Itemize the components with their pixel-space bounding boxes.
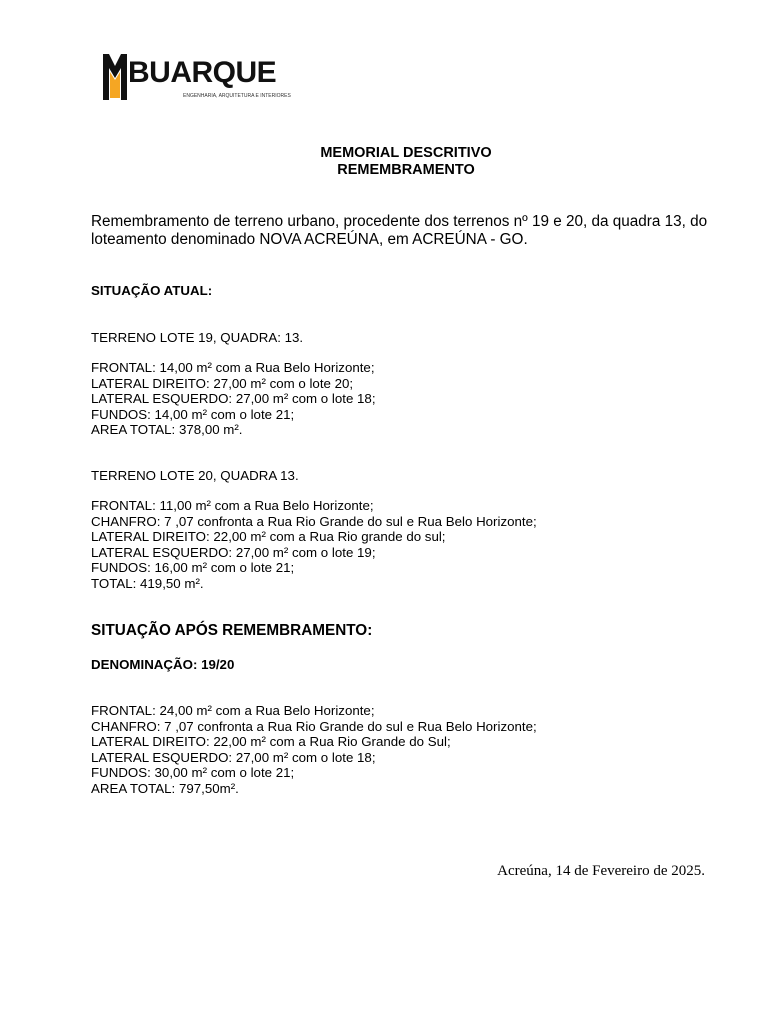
section-heading-situacao-apos: SITUAÇÃO APÓS REMEMBRAMENTO: (91, 622, 373, 639)
lote19-line: FUNDOS: 14,00 m² com o lote 21; (91, 406, 295, 422)
lote20-line: TOTAL: 419,50 m². (91, 575, 204, 591)
remembramento-line: CHANFRO: 7 ,07 confronta a Rua Rio Grande do sul e Rua Belo Horizonte; (91, 718, 537, 734)
lote20-line: FUNDOS: 16,00 m² com o lote 21; (91, 560, 295, 576)
lote20-line: LATERAL DIREITO: 22,00 m² com a Rua Rio grande do sul; (91, 529, 446, 545)
lote19-title: TERRENO LOTE 19, QUADRA: 13. (91, 330, 304, 345)
denominacao-heading: DENOMINAÇÃO: 19/20 (91, 657, 235, 672)
lote19-line: LATERAL ESQUERDO: 27,00 m² com o lote 18; (91, 391, 376, 407)
lote19-details (91, 360, 376, 438)
remembramento-line: FUNDOS: 30,00 m² com o lote 21; (91, 765, 295, 781)
remembramento-details (91, 703, 537, 797)
lote19-line: FRONTAL: 14,00 m² com a Rua Belo Horizonte; (91, 360, 375, 375)
lote20-details (91, 498, 537, 592)
lote19-line: AREA TOTAL: 378,00 m². (91, 422, 243, 438)
company-logo (103, 52, 303, 104)
logo-mark-icon (103, 52, 127, 100)
intro-paragraph: Remembramento de terreno urbano, procedente dos terrenos nº 19 e 20, da quadra 13, do loteamento denominado NOVA ACREÚNA, em ACREÚNA - GO. (91, 213, 708, 248)
document-title: MEMORIAL DESCRITIVO (320, 145, 492, 161)
lote20-line: LATERAL ESQUERDO: 27,00 m² com o lote 19; (91, 544, 376, 560)
document-date: Acreúna, 14 de Fevereiro de 2025. (497, 863, 705, 879)
remembramento-line: LATERAL ESQUERDO: 27,00 m² com o lote 18; (91, 749, 376, 765)
lote20-line: CHANFRO: 7 ,07 confronta a Rua Rio Grande do sul e Rua Belo Horizonte; (91, 513, 537, 529)
lote19-line: LATERAL DIREITO: 27,00 m² com o lote 20; (91, 375, 354, 391)
document-subtitle: REMEMBRAMENTO (337, 162, 475, 178)
remembramento-line: AREA TOTAL: 797,50m². (91, 780, 239, 796)
lote20-title: TERRENO LOTE 20, QUADRA 13. (91, 468, 299, 483)
remembramento-line: LATERAL DIREITO: 22,00 m² com a Rua Rio Grande do Sul; (91, 734, 451, 750)
logo-tagline: ENGENHARIA, ARQUITETURA E INTERIORES (183, 93, 291, 99)
remembramento-line: FRONTAL: 24,00 m² com a Rua Belo Horizonte; (91, 703, 375, 718)
logo-name: BUARQUE (128, 56, 277, 89)
section-heading-situacao-atual: SITUAÇÃO ATUAL: (91, 283, 213, 298)
lote20-line: FRONTAL: 11,00 m² com a Rua Belo Horizonte; (91, 498, 374, 513)
